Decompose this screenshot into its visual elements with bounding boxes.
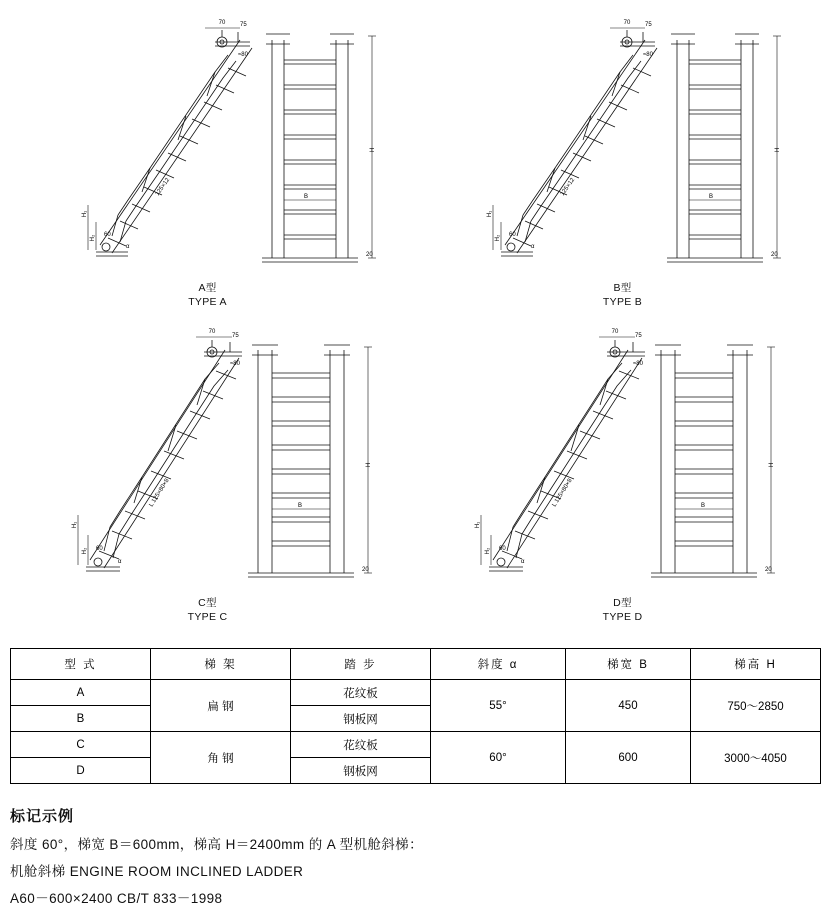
- dim-H: H: [366, 462, 372, 468]
- cell-step: 花纹板: [291, 732, 431, 758]
- figure-caption-en: TYPE D: [602, 610, 643, 623]
- dim-H: H: [769, 462, 775, 468]
- header-height: 梯高 H: [691, 649, 821, 680]
- dim-B: B: [708, 194, 714, 200]
- dim-H2: H₂: [495, 234, 501, 242]
- dim-alpha: α: [118, 559, 122, 565]
- cell-height: 3000～4050: [691, 732, 821, 784]
- table-header-row: [11, 649, 821, 680]
- dim-70: 70: [218, 20, 226, 26]
- header-angle: 斜度 α: [431, 649, 566, 680]
- figure-caption-en: TYPE B: [602, 295, 643, 308]
- ladder-drawing-c: [0, 315, 415, 615]
- dim-H1: H₁: [72, 521, 78, 529]
- figure-caption-a: [0, 281, 415, 309]
- dim-80: ≈80: [238, 52, 248, 58]
- dim-alpha: α: [521, 559, 525, 565]
- dim-20: 20: [362, 567, 369, 573]
- figure-caption-cn: B型: [613, 281, 632, 294]
- dim-B: B: [297, 503, 303, 509]
- dim-alpha: α: [126, 244, 130, 250]
- notes-line-3: A60－600×2400 CB/T 833－1998: [10, 891, 223, 907]
- dim-H2: H₂: [485, 547, 491, 555]
- dim-20: 20: [765, 567, 772, 573]
- ladder-drawing-a: [0, 0, 415, 300]
- ladder-drawing-d: [415, 315, 830, 615]
- dim-H1: H₁: [82, 210, 88, 218]
- dim-70: 70: [611, 329, 619, 335]
- header-frame: 梯 架: [151, 649, 291, 680]
- dim-60: 60: [499, 546, 506, 552]
- dim-20: 20: [771, 252, 778, 258]
- figure-caption-cn: D型: [613, 596, 632, 609]
- dim-80: ≈80: [643, 52, 653, 58]
- dim-section: L 125×80×8: [551, 477, 574, 509]
- table-row: [11, 680, 821, 706]
- figure-type-c: [0, 315, 415, 630]
- dim-alpha: α: [531, 244, 535, 250]
- cell-angle: 60°: [431, 732, 566, 784]
- cell-width: 450: [566, 680, 691, 732]
- dim-20: 20: [366, 252, 373, 258]
- cell-step: 钢板网: [291, 758, 431, 784]
- notes-line-1: 斜度 60°，梯宽 B＝600mm，梯高 H＝2400mm 的 A 型机舱斜梯：: [10, 837, 423, 852]
- cell-width: 600: [566, 732, 691, 784]
- dim-H1: H₁: [475, 521, 481, 529]
- header-type: 型 式: [11, 649, 151, 680]
- spec-table: [10, 648, 821, 784]
- cell-type: A: [11, 680, 151, 706]
- dim-H1: H₁: [487, 210, 493, 218]
- dim-H2: H₂: [90, 234, 96, 242]
- dim-75: 75: [232, 333, 239, 339]
- dim-section: L 125×80×8: [148, 477, 171, 509]
- dim-75: 75: [635, 333, 642, 339]
- dim-80: ≈80: [230, 361, 240, 367]
- ladder-drawing-b: [415, 0, 830, 300]
- dim-H2: H₂: [82, 547, 88, 555]
- dim-60: 60: [509, 232, 516, 238]
- dim-70: 70: [623, 20, 631, 26]
- cell-type: B: [11, 706, 151, 732]
- cell-step: 花纹板: [291, 680, 431, 706]
- cell-type: C: [11, 732, 151, 758]
- dim-B: B: [700, 503, 706, 509]
- marking-example-block: [10, 805, 820, 918]
- dim-60: 60: [104, 232, 111, 238]
- table-row: [11, 732, 821, 758]
- figure-type-a: [0, 0, 415, 315]
- notes-heading: 标记示例: [10, 808, 75, 825]
- dim-B: B: [303, 194, 309, 200]
- figure-type-d: [415, 315, 830, 630]
- dim-80: ≈80: [633, 361, 643, 367]
- header-width: 梯宽 B: [566, 649, 691, 680]
- dim-H: H: [370, 147, 376, 153]
- figure-type-b: [415, 0, 830, 315]
- dim-70: 70: [208, 329, 216, 335]
- cell-type: D: [11, 758, 151, 784]
- cell-frame: 扁 钢: [151, 680, 291, 732]
- figure-caption-cn: C型: [198, 596, 217, 609]
- dim-section: 125×12: [154, 177, 172, 198]
- figure-caption-en: TYPE C: [187, 610, 228, 623]
- dim-75: 75: [645, 22, 652, 28]
- dim-H: H: [775, 147, 781, 153]
- dim-section: 125×12: [559, 177, 577, 198]
- header-step: 踏 步: [291, 649, 431, 680]
- notes-line-2: 机舱斜梯 ENGINE ROOM INCLINED LADDER: [10, 864, 304, 880]
- figure-caption-en: TYPE A: [188, 295, 227, 308]
- specification-table: [10, 648, 820, 784]
- cell-height: 750～2850: [691, 680, 821, 732]
- cell-step: 钢板网: [291, 706, 431, 732]
- figure-caption-b: [415, 281, 830, 309]
- dim-75: 75: [240, 22, 247, 28]
- dim-60: 60: [96, 546, 103, 552]
- figure-caption-d: [415, 596, 830, 624]
- figure-caption-cn: A型: [198, 281, 217, 294]
- cell-angle: 55°: [431, 680, 566, 732]
- cell-frame: 角 钢: [151, 732, 291, 784]
- figure-caption-c: [0, 596, 415, 624]
